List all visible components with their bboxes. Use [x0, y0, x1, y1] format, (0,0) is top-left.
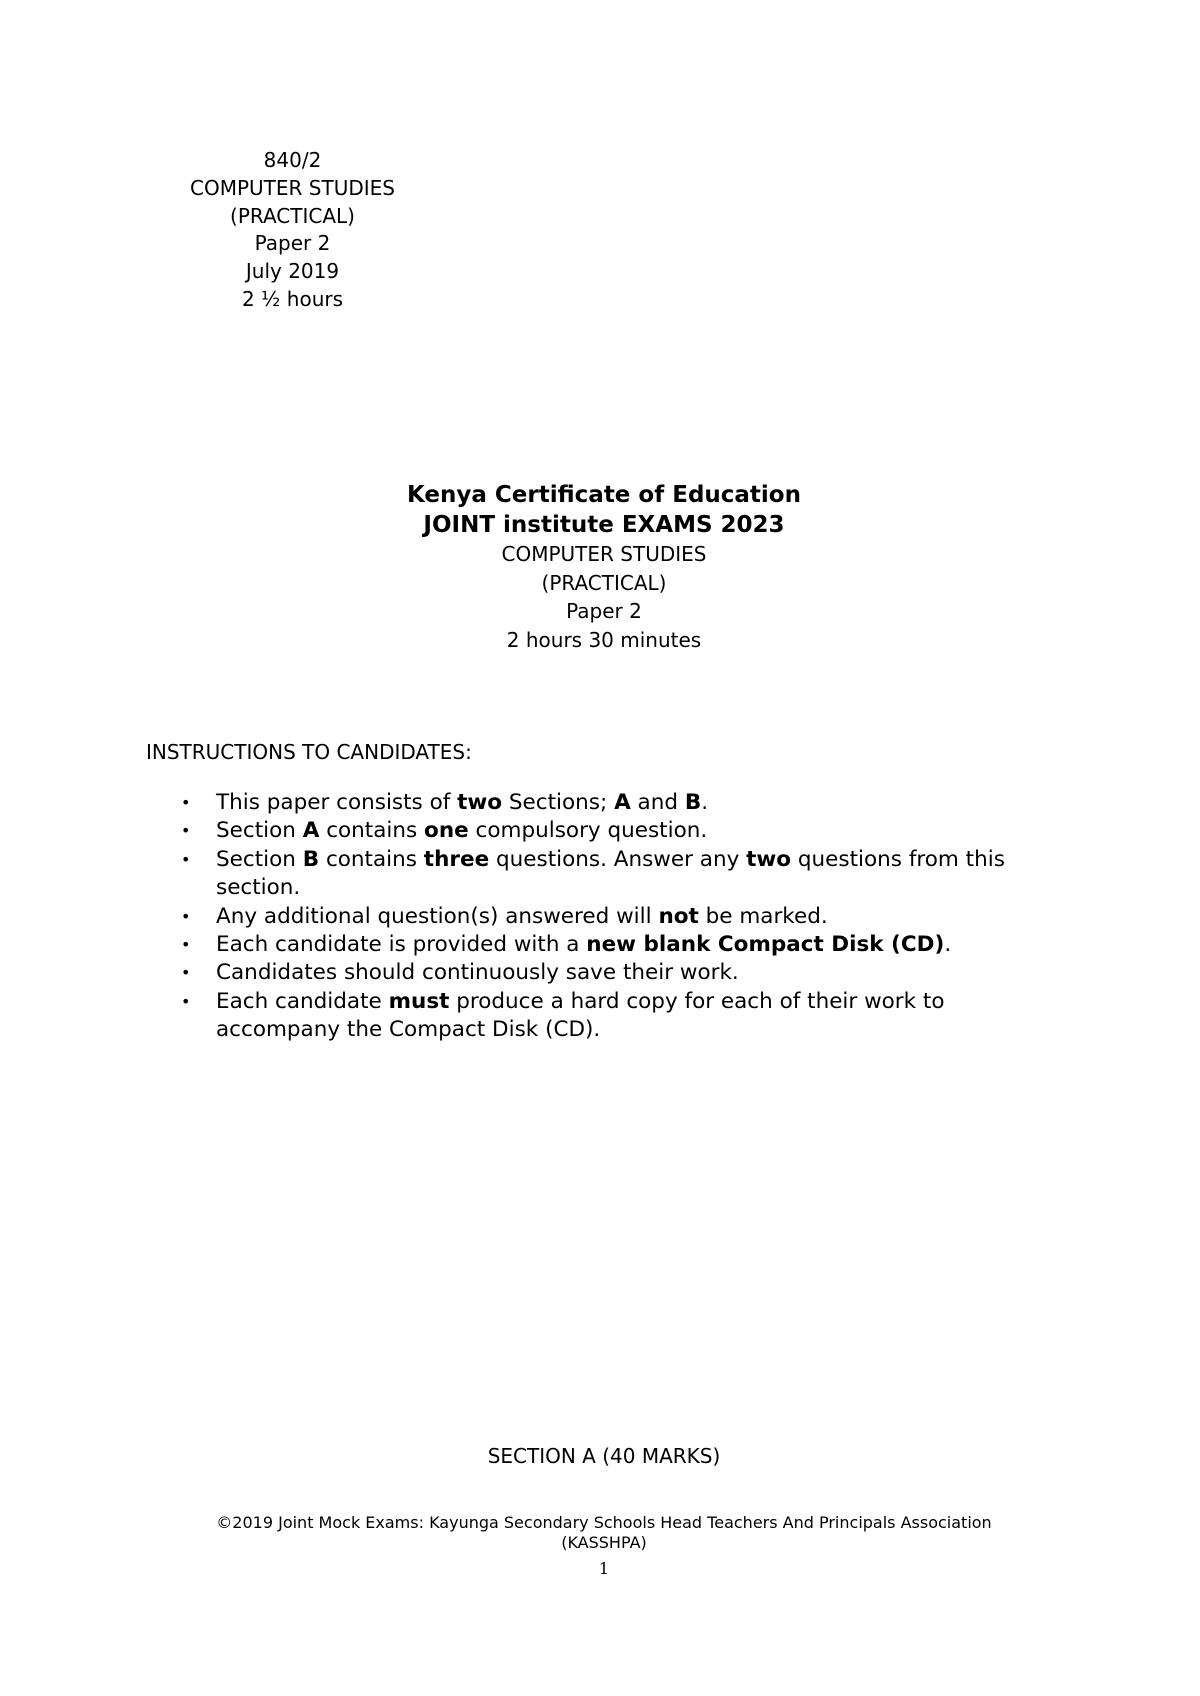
instruction-emphasis: B — [302, 846, 320, 872]
instruction-text: questions. Answer any — [489, 846, 747, 872]
instruction-item — [146, 988, 1046, 1045]
bullet-icon: • — [181, 793, 191, 812]
exam-title: JOINT institute EXAMS 2023 — [423, 512, 785, 538]
footer-association: (KASSHPA) — [561, 1533, 647, 1552]
instruction-text: be marked. — [698, 903, 828, 929]
instruction-text: contains — [319, 818, 425, 844]
footer-copyright: ©2019 Joint Mock Exams: Kayunga Secondary Schools Head Teachers And Principals Association — [216, 1513, 992, 1532]
instruction-text: contains — [319, 846, 424, 872]
instruction-text: . — [944, 932, 952, 958]
instruction-item — [146, 903, 1046, 931]
instruction-emphasis: two — [457, 790, 503, 815]
paper-header — [140, 147, 445, 314]
instruction-text: Each candidate — [216, 988, 389, 1014]
certificate-title: Kenya Certificate of Education — [407, 482, 801, 508]
instruction-text: produce a hard copy for each of their work to accompany the Compact Disk (CD). — [216, 988, 945, 1043]
paper-subject: COMPUTER STUDIES — [190, 175, 395, 200]
instruction-text: This paper consists of — [216, 790, 458, 815]
instruction-emphasis: not — [658, 903, 699, 929]
title-paper: Paper 2 — [566, 599, 642, 623]
instruction-text: Section — [216, 846, 303, 872]
bullet-icon: • — [181, 821, 191, 841]
bullet-icon: • — [181, 849, 191, 869]
title-type: (PRACTICAL) — [541, 570, 667, 595]
footer — [0, 1513, 1200, 1553]
instruction-text: Any additional question(s) answered will — [216, 903, 659, 929]
bullet-icon: • — [181, 906, 191, 926]
instruction-text: and — [630, 790, 685, 815]
title-subject: COMPUTER STUDIES — [501, 542, 707, 566]
instruction-emphasis: A — [302, 818, 320, 844]
paper-code: 840/2 — [263, 148, 322, 172]
paper-number: Paper 2 — [254, 231, 331, 256]
instruction-text: compulsory question. — [468, 818, 708, 844]
page-number: 1 — [598, 1559, 610, 1578]
instruction-text: Sections; — [502, 790, 615, 815]
instruction-emphasis: B — [684, 790, 702, 815]
bullet-icon: • — [181, 991, 191, 1011]
instruction-text: . — [701, 790, 709, 815]
title-duration: 2 hours 30 minutes — [506, 627, 702, 652]
instructions-list — [146, 789, 1046, 1045]
paper-duration: 2 ½ hours — [241, 286, 344, 311]
instruction-item — [146, 789, 1046, 817]
instruction-emphasis: must — [388, 988, 450, 1014]
instruction-emphasis: three — [423, 846, 490, 872]
instructions-heading: INSTRUCTIONS TO CANDIDATES: — [146, 740, 472, 764]
instruction-text: Each candidate is provided with a — [216, 932, 587, 958]
exam-title-block — [0, 480, 1200, 654]
instruction-item — [146, 817, 1046, 845]
paper-date: July 2019 — [245, 259, 340, 284]
instruction-item — [146, 846, 1046, 903]
instruction-text: Section — [216, 818, 303, 844]
instruction-item — [146, 931, 1046, 959]
instruction-item — [146, 959, 1046, 987]
paper-type: (PRACTICAL) — [230, 203, 355, 228]
instruction-emphasis: one — [424, 818, 469, 844]
instruction-emphasis: new blank Compact Disk (CD) — [586, 932, 945, 958]
instruction-emphasis: A — [614, 790, 631, 815]
section-title: SECTION A (40 MARKS) — [487, 1444, 721, 1468]
bullet-icon: • — [181, 963, 191, 983]
instruction-text: questions from this section. — [216, 846, 1005, 901]
instruction-emphasis: two — [746, 846, 792, 872]
bullet-icon: • — [181, 935, 191, 955]
instruction-text: Candidates should continuously save their work. — [216, 960, 739, 986]
